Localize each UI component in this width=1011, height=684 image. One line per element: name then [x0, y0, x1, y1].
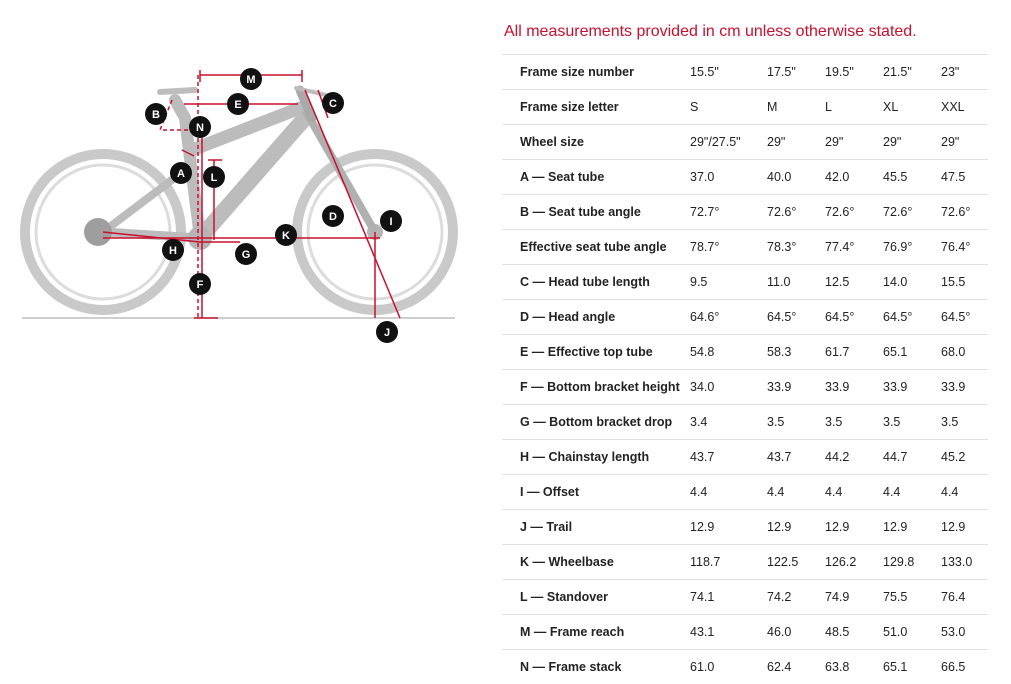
svg-text:D: D	[329, 211, 337, 223]
size-value: 72.6°	[767, 195, 825, 230]
table-row	[502, 160, 988, 195]
size-value: 62.4	[767, 650, 825, 684]
size-value: 29"	[883, 125, 941, 160]
size-value: 12.9	[690, 510, 767, 545]
size-value: 51.0	[883, 615, 941, 650]
size-value: 65.1	[883, 650, 941, 684]
size-value: 64.5°	[767, 300, 825, 335]
size-value: 74.9	[825, 580, 883, 615]
size-value: 66.5	[941, 650, 988, 684]
size-value: 63.8	[825, 650, 883, 684]
size-value: 3.5	[941, 405, 988, 440]
size-value: 61.0	[690, 650, 767, 684]
size-value: 133.0	[941, 545, 988, 580]
row-label: B — Seat tube angle	[502, 195, 690, 230]
size-value: 45.5	[883, 160, 941, 195]
size-value: 4.4	[690, 475, 767, 510]
row-label: I — Offset	[502, 475, 690, 510]
size-value: 126.2	[825, 545, 883, 580]
size-value: 12.9	[825, 510, 883, 545]
size-value: 3.5	[767, 405, 825, 440]
size-value: 72.6°	[825, 195, 883, 230]
row-label: Effective seat tube angle	[502, 230, 690, 265]
svg-text:I: I	[389, 216, 392, 228]
size-value: 21.5"	[883, 55, 941, 90]
size-value: 61.7	[825, 335, 883, 370]
table-row	[502, 510, 988, 545]
table-row	[502, 335, 988, 370]
svg-text:M: M	[246, 74, 255, 86]
marker-a	[170, 162, 192, 184]
marker-m	[240, 68, 262, 90]
size-value: 77.4°	[825, 230, 883, 265]
size-value: 23"	[941, 55, 988, 90]
marker-k	[275, 224, 297, 246]
size-value: XXL	[941, 90, 988, 125]
row-label: Wheel size	[502, 125, 690, 160]
row-label: G — Bottom bracket drop	[502, 405, 690, 440]
size-value: 76.9°	[883, 230, 941, 265]
size-value: 64.5°	[883, 300, 941, 335]
svg-text:L: L	[211, 172, 218, 184]
geometry-diagram	[0, 40, 480, 370]
size-value: 48.5	[825, 615, 883, 650]
size-value: 47.5	[941, 160, 988, 195]
size-value: 43.7	[767, 440, 825, 475]
size-value: 64.5°	[941, 300, 988, 335]
size-value: 12.9	[767, 510, 825, 545]
row-label: M — Frame reach	[502, 615, 690, 650]
table-row	[502, 580, 988, 615]
svg-text:A: A	[177, 168, 185, 180]
table-row	[502, 440, 988, 475]
size-value: XL	[883, 90, 941, 125]
svg-text:G: G	[242, 249, 251, 261]
table-row	[502, 370, 988, 405]
size-value: 29"	[825, 125, 883, 160]
size-value: 9.5	[690, 265, 767, 300]
size-value: 53.0	[941, 615, 988, 650]
row-label: L — Standover	[502, 580, 690, 615]
size-value: 76.4	[941, 580, 988, 615]
size-value: 78.7°	[690, 230, 767, 265]
size-value: 15.5	[941, 265, 988, 300]
row-label: Frame size number	[502, 55, 690, 90]
row-label: Frame size letter	[502, 90, 690, 125]
marker-n	[189, 116, 211, 138]
size-value: 74.2	[767, 580, 825, 615]
size-value: 29"	[767, 125, 825, 160]
size-value: M	[767, 90, 825, 125]
size-value: 76.4°	[941, 230, 988, 265]
units-notice: All measurements provided in cm unless otherwise stated.	[504, 23, 917, 41]
marker-e	[227, 93, 249, 115]
size-value: 12.9	[941, 510, 988, 545]
table-row	[502, 300, 988, 335]
size-value: 19.5"	[825, 55, 883, 90]
marker-g	[235, 243, 257, 265]
size-value: 4.4	[941, 475, 988, 510]
row-label: D — Head angle	[502, 300, 690, 335]
svg-text:B: B	[152, 109, 160, 121]
size-value: 72.6°	[941, 195, 988, 230]
size-value: S	[690, 90, 767, 125]
size-value: 3.5	[883, 405, 941, 440]
size-value: 11.0	[767, 265, 825, 300]
table-row	[502, 90, 988, 125]
size-value: 12.9	[883, 510, 941, 545]
size-value: 43.1	[690, 615, 767, 650]
table-row	[502, 545, 988, 580]
table-row	[502, 230, 988, 265]
marker-i	[380, 210, 402, 232]
size-value: 64.5°	[825, 300, 883, 335]
size-value: 4.4	[767, 475, 825, 510]
size-value: 54.8	[690, 335, 767, 370]
size-value: 4.4	[825, 475, 883, 510]
size-value: 37.0	[690, 160, 767, 195]
svg-text:H: H	[169, 245, 177, 257]
size-value: 43.7	[690, 440, 767, 475]
size-value: 15.5"	[690, 55, 767, 90]
table-row	[502, 195, 988, 230]
size-value: 129.8	[883, 545, 941, 580]
marker-h	[162, 239, 184, 261]
size-value: 33.9	[941, 370, 988, 405]
table-row	[502, 125, 988, 160]
geometry-table	[502, 54, 988, 684]
size-value: 44.7	[883, 440, 941, 475]
marker-b	[145, 103, 167, 125]
size-value: 122.5	[767, 545, 825, 580]
size-value: 33.9	[767, 370, 825, 405]
size-value: 29"/27.5"	[690, 125, 767, 160]
size-value: 12.5	[825, 265, 883, 300]
marker-j	[376, 321, 398, 343]
size-value: 64.6°	[690, 300, 767, 335]
size-value: 17.5"	[767, 55, 825, 90]
table-row	[502, 615, 988, 650]
size-value: 14.0	[883, 265, 941, 300]
table-row	[502, 475, 988, 510]
svg-text:E: E	[234, 99, 241, 111]
size-value: 40.0	[767, 160, 825, 195]
table-row	[502, 650, 988, 684]
size-value: 58.3	[767, 335, 825, 370]
svg-text:N: N	[196, 122, 204, 134]
marker-f	[189, 273, 211, 295]
size-value: 45.2	[941, 440, 988, 475]
size-value: 34.0	[690, 370, 767, 405]
table-row	[502, 265, 988, 300]
size-value: 29"	[941, 125, 988, 160]
svg-text:F: F	[197, 279, 204, 291]
svg-text:C: C	[329, 98, 337, 110]
size-value: 42.0	[825, 160, 883, 195]
size-value: 3.5	[825, 405, 883, 440]
marker-l	[203, 166, 225, 188]
row-label: C — Head tube length	[502, 265, 690, 300]
size-value: 46.0	[767, 615, 825, 650]
svg-text:K: K	[282, 230, 290, 242]
marker-c	[322, 92, 344, 114]
row-label: F — Bottom bracket height	[502, 370, 690, 405]
row-label: A — Seat tube	[502, 160, 690, 195]
svg-text:J: J	[384, 327, 390, 339]
row-label: E — Effective top tube	[502, 335, 690, 370]
size-value: 44.2	[825, 440, 883, 475]
row-label: J — Trail	[502, 510, 690, 545]
table-row	[502, 55, 988, 90]
size-value: 75.5	[883, 580, 941, 615]
size-value: 4.4	[883, 475, 941, 510]
size-value: 33.9	[825, 370, 883, 405]
table-row	[502, 405, 988, 440]
size-value: 74.1	[690, 580, 767, 615]
size-value: 33.9	[883, 370, 941, 405]
size-value: 78.3°	[767, 230, 825, 265]
size-value: 72.7°	[690, 195, 767, 230]
size-value: 3.4	[690, 405, 767, 440]
row-label: K — Wheelbase	[502, 545, 690, 580]
size-value: 118.7	[690, 545, 767, 580]
size-value: L	[825, 90, 883, 125]
size-value: 72.6°	[883, 195, 941, 230]
marker-d	[322, 205, 344, 227]
row-label: H — Chainstay length	[502, 440, 690, 475]
row-label: N — Frame stack	[502, 650, 690, 684]
size-value: 68.0	[941, 335, 988, 370]
size-value: 65.1	[883, 335, 941, 370]
